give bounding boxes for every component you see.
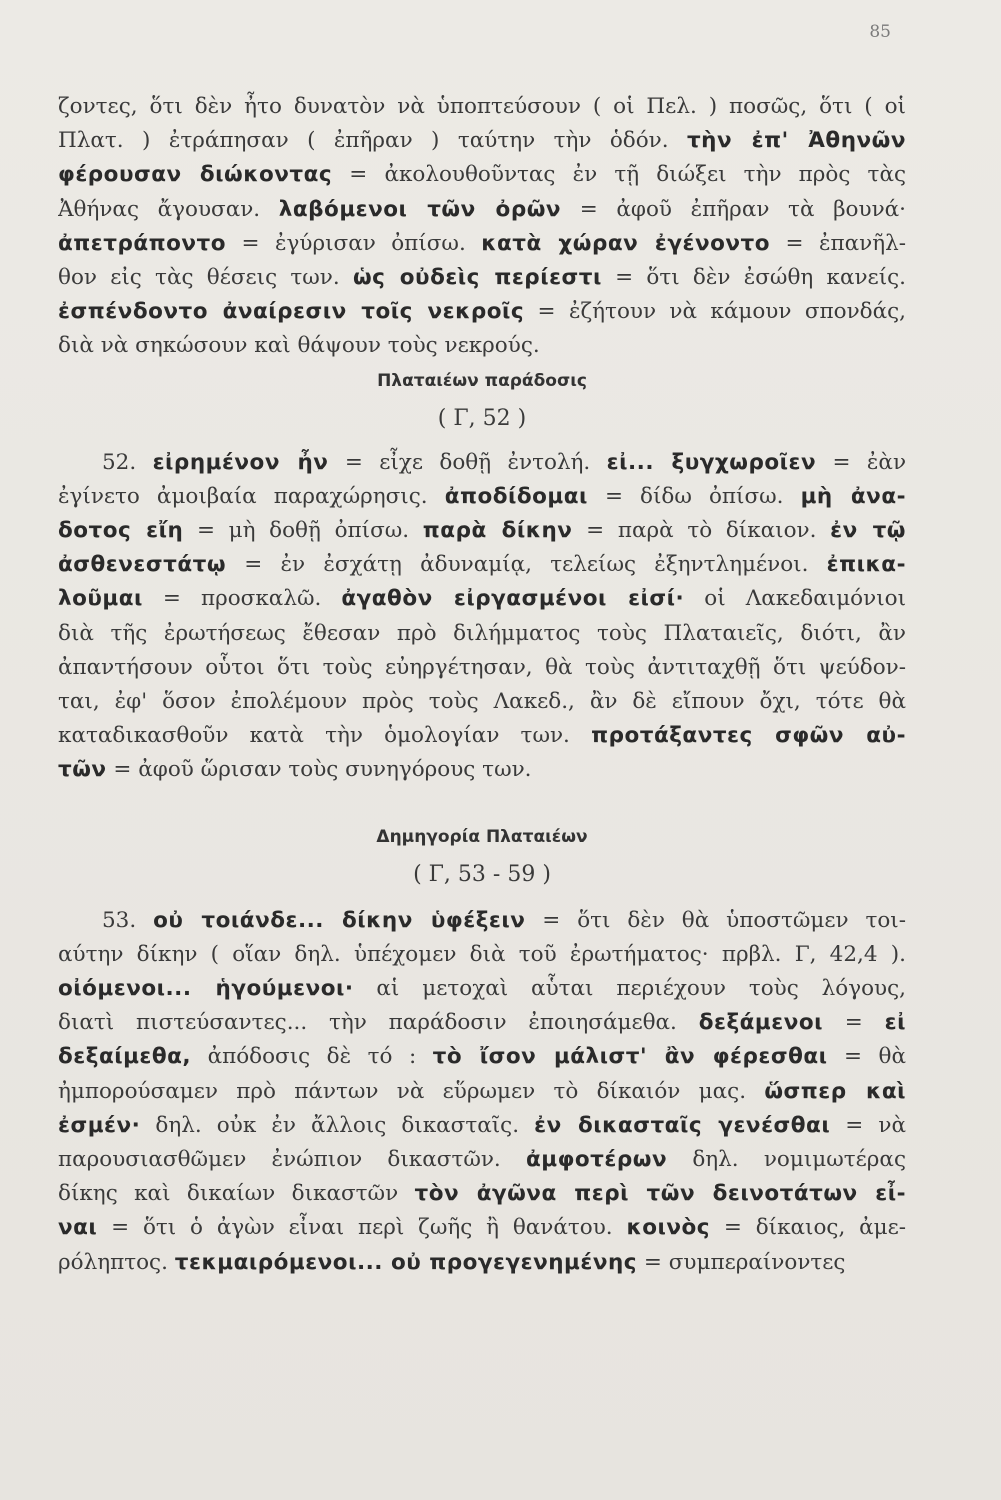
lemma-term: τῶν [58, 757, 107, 783]
gloss-text: διὰ τῆς ἐρωτήσεως ἔθεσαν πρὸ διλήμματος τοὺς Πλαταιεῖς, διότι, ἂν [58, 620, 906, 646]
lemma-term: κατὰ χώραν ἐγένοντο [481, 230, 771, 256]
gloss-text: = ἐὰν [816, 449, 906, 475]
lemma-term: τὸ ἴσον μάλιστ' ἂν φέρεσθαι [432, 1044, 828, 1070]
text-line [58, 124, 906, 158]
lemma-term: δεξάμενοι [698, 1010, 823, 1036]
gloss-text: διὰ νὰ σηκώσουν καὶ θάψουν τοὺς νεκρούς. [58, 333, 540, 359]
lemma-term: τὴν ἐπ' Ἀθηνῶν [686, 128, 906, 154]
gloss-text: = ὅτι δὲν ἐσώθη κανείς. [601, 265, 906, 291]
lemma-term: προτάξαντες σφῶν αὐ- [591, 723, 906, 749]
text-line [58, 548, 906, 582]
text-line [58, 1075, 906, 1109]
lemma-term: οἰόμενοι... ἡγούμενοι· [58, 976, 354, 1002]
lemma-term: ἐπικα- [826, 552, 906, 578]
gloss-text: καταδικασθοῦν κατὰ τὴν ὁμολογίαν των. [58, 723, 592, 749]
lemma-term: δεξαίμεθα, [58, 1044, 192, 1070]
gloss-text: = δίδω ὀπίσω. [587, 483, 801, 509]
text-line [58, 193, 906, 227]
gloss-text: ἐγίνετο ἀμοιβαία παραχώρησις. [58, 483, 445, 509]
text-line [58, 158, 906, 192]
page-number: 85 [869, 22, 891, 42]
gloss-text: = [823, 1010, 885, 1036]
gloss-text: οἱ Λακεδαιμόνιοι [684, 586, 906, 612]
gloss-text: = ἀκολουθοῦντας ἐν τῇ διώξει τὴν πρὸς τὰς [332, 162, 906, 188]
text-line [58, 617, 906, 651]
lemma-term: τὸν ἀγῶνα περὶ τῶν δεινοτάτων εἶ- [414, 1181, 906, 1207]
text-line [58, 972, 906, 1006]
gloss-text: θον εἰς τὰς θέσεις των. [58, 265, 353, 291]
paragraph-1 [58, 90, 906, 364]
gloss-text: = ὅτι ὁ ἀγὼν εἶναι περὶ ζωῆς ἢ θανάτου. [97, 1215, 627, 1241]
text-line [58, 1211, 906, 1245]
gloss-text: Ἀθήνας ἄγουσαν. [58, 196, 279, 222]
gloss-text: ἀπαντήσουν οὗτοι ὅτι τοὺς εὐηργέτησαν, θὰ τοὺς ἀντιταχθῇ ὅτι ψεύδον- [58, 654, 906, 680]
text-line [58, 938, 906, 972]
gloss-text: ζοντες, ὅτι δὲν ἦτο δυνατὸν νὰ ὑποπτεύσουν ( οἱ Πελ. ) ποσῶς, ὅτι ( οἱ [58, 94, 906, 119]
gloss-text: = ἐγύρισαν ὀπίσω. [226, 230, 482, 256]
lemma-term: ἀμφοτέρων [526, 1147, 668, 1173]
gloss-text: διατὶ πιστεύσαντες... τὴν παράδοσιν ἐποιησάμεθα. [58, 1010, 699, 1036]
lemma-term: παρὰ δίκην [422, 518, 573, 544]
lemma-term: ἀσθενεστάτῳ [58, 552, 227, 578]
lemma-term: λαβόμενοι τῶν ὀρῶν [278, 196, 562, 222]
text-line [58, 295, 906, 329]
lemma-term: ἀποδίδομαι [444, 483, 588, 509]
gloss-text: 53. [102, 907, 154, 933]
gloss-text: = μὴ δοθῇ ὀπίσω. [183, 518, 423, 544]
paragraph-3 [58, 904, 906, 1280]
text-line [58, 1177, 906, 1211]
text-line [58, 582, 906, 616]
gloss-text: = προσκαλῶ. [142, 586, 342, 612]
text-line [58, 261, 906, 295]
gloss-text: παρουσιασθῶμεν ἐνώπιον δικαστῶν. [58, 1147, 526, 1173]
lemma-term: τεκμαιρόμενοι... οὐ προγεγενημένης [174, 1249, 638, 1275]
gloss-text: ἀπόδοσις δὲ τό : [191, 1044, 433, 1070]
text-line [58, 90, 906, 124]
gloss-text: = ὅτι δὲν θὰ ὑποστῶμεν τοι- [525, 907, 906, 933]
gloss-text: δίκης καὶ δικαίων δικαστῶν [58, 1181, 415, 1207]
text-line [58, 1246, 906, 1280]
text-line [58, 514, 906, 548]
text-line [58, 753, 906, 787]
gloss-text: = ἀφοῦ ὥρισαν τοὺς συνηγόρους των. [106, 757, 532, 783]
text-line [58, 1143, 906, 1177]
text-line [58, 719, 906, 753]
lemma-term: ὡς οὐδεὶς περίεστι [352, 265, 602, 291]
text-line [58, 1040, 906, 1074]
text-line [58, 1006, 906, 1040]
text-line [58, 480, 906, 514]
lemma-term: λοῦμαι [58, 586, 143, 612]
lemma-term: ἀπετράποντο [58, 230, 227, 256]
lemma-term: εἰ... ξυγχωροῖεν [606, 449, 817, 475]
gloss-text: 52. [102, 449, 153, 475]
lemma-term: ἐσπένδοντο ἀναίρεσιν τοῖς νεκροῖς [58, 299, 525, 325]
lemma-term: δοτος εἴη [58, 518, 184, 544]
lemma-term: εἰρημένον ἦν [152, 449, 329, 475]
text-line [58, 904, 906, 938]
section-reference-1: ( Γ, 52 ) [437, 405, 527, 431]
lemma-term: ὥσπερ καὶ [764, 1078, 906, 1104]
lemma-term: εἰ [884, 1010, 906, 1036]
lemma-term: ἐσμέν· [58, 1112, 141, 1138]
gloss-text: = συμπεραίνοντες [637, 1249, 846, 1275]
lemma-term: μὴ ἀνα- [800, 483, 906, 509]
gloss-text: = ἀφοῦ ἐπῆραν τὰ βουνά· [561, 196, 906, 222]
lemma-term: φέρουσαν διώκοντας [58, 162, 333, 188]
gloss-text: = εἶχε δοθῇ ἐντολή. [328, 449, 607, 475]
gloss-text: Πλατ. ) ἐτράπησαν ( ἐπῆραν ) ταύτην τὴν ὁδόν. [58, 128, 687, 154]
text-line [58, 685, 906, 719]
lemma-term: κοινὸς [626, 1215, 711, 1241]
section-heading-dimigoria-plataieon: Δημηγορία Πλαταιέων [376, 826, 588, 847]
lemma-term: ναι [58, 1215, 98, 1241]
text-line [58, 1109, 906, 1143]
gloss-text: = ἐπανῆλ- [770, 230, 906, 256]
gloss-text: = παρὰ τὸ δίκαιον. [572, 518, 831, 544]
gloss-text: ται, ἐφ' ὅσον ἐπολέμουν πρὸς τοὺς Λακεδ., ἂν δὲ εἴπουν ὄχι, τότε θὰ [58, 689, 906, 715]
text-line [58, 651, 906, 685]
gloss-text: αἱ μετοχαὶ αὗται περιέχουν τοὺς λόγους, [353, 976, 906, 1002]
lemma-term: ἀγαθὸν εἰργασμένοι εἰσί· [341, 586, 685, 612]
lemma-term: ἐν τῷ [830, 518, 906, 544]
text-line [58, 227, 906, 261]
gloss-text: ρόληπτος. [58, 1249, 175, 1275]
commentary-text [58, 90, 906, 1280]
gloss-text: δηλ. οὐκ ἐν ἄλλοις δικασταῖς. [140, 1112, 535, 1138]
gloss-text: = νὰ [830, 1112, 906, 1138]
gloss-text: = θὰ [827, 1044, 906, 1070]
gloss-text: ἠμπορούσαμεν πρὸ πάντων νὰ εὕρωμεν τὸ δίκαιόν μας. [58, 1078, 765, 1104]
gloss-text: = ἐζήτουν νὰ κάμουν σπονδάς, [524, 299, 906, 325]
text-line [58, 329, 906, 363]
paragraph-2 [58, 446, 906, 788]
gloss-text: = δίκαιος, ἀμε- [710, 1215, 906, 1241]
gloss-text: δηλ. νομιμωτέρας [667, 1147, 906, 1173]
lemma-term: ἐν δικασταῖς γενέσθαι [534, 1112, 831, 1138]
gloss-text: αύτην δίκην ( οἵαν δηλ. ὑπέχομεν διὰ τοῦ ἐρωτήματος· πρβλ. Γ, 42,4 ). [58, 941, 906, 967]
lemma-term: οὐ τοιάνδε... δίκην ὑφέξειν [153, 907, 526, 933]
text-line [58, 446, 906, 480]
section-heading-plataieon-paradosis: Πλαταιέων παράδοσις [377, 370, 587, 391]
section-reference-2: ( Γ, 53 - 59 ) [413, 861, 551, 887]
gloss-text: = ἐν ἐσχάτῃ ἀδυναμίᾳ, τελείως ἐξηντλημένοι. [226, 552, 827, 578]
